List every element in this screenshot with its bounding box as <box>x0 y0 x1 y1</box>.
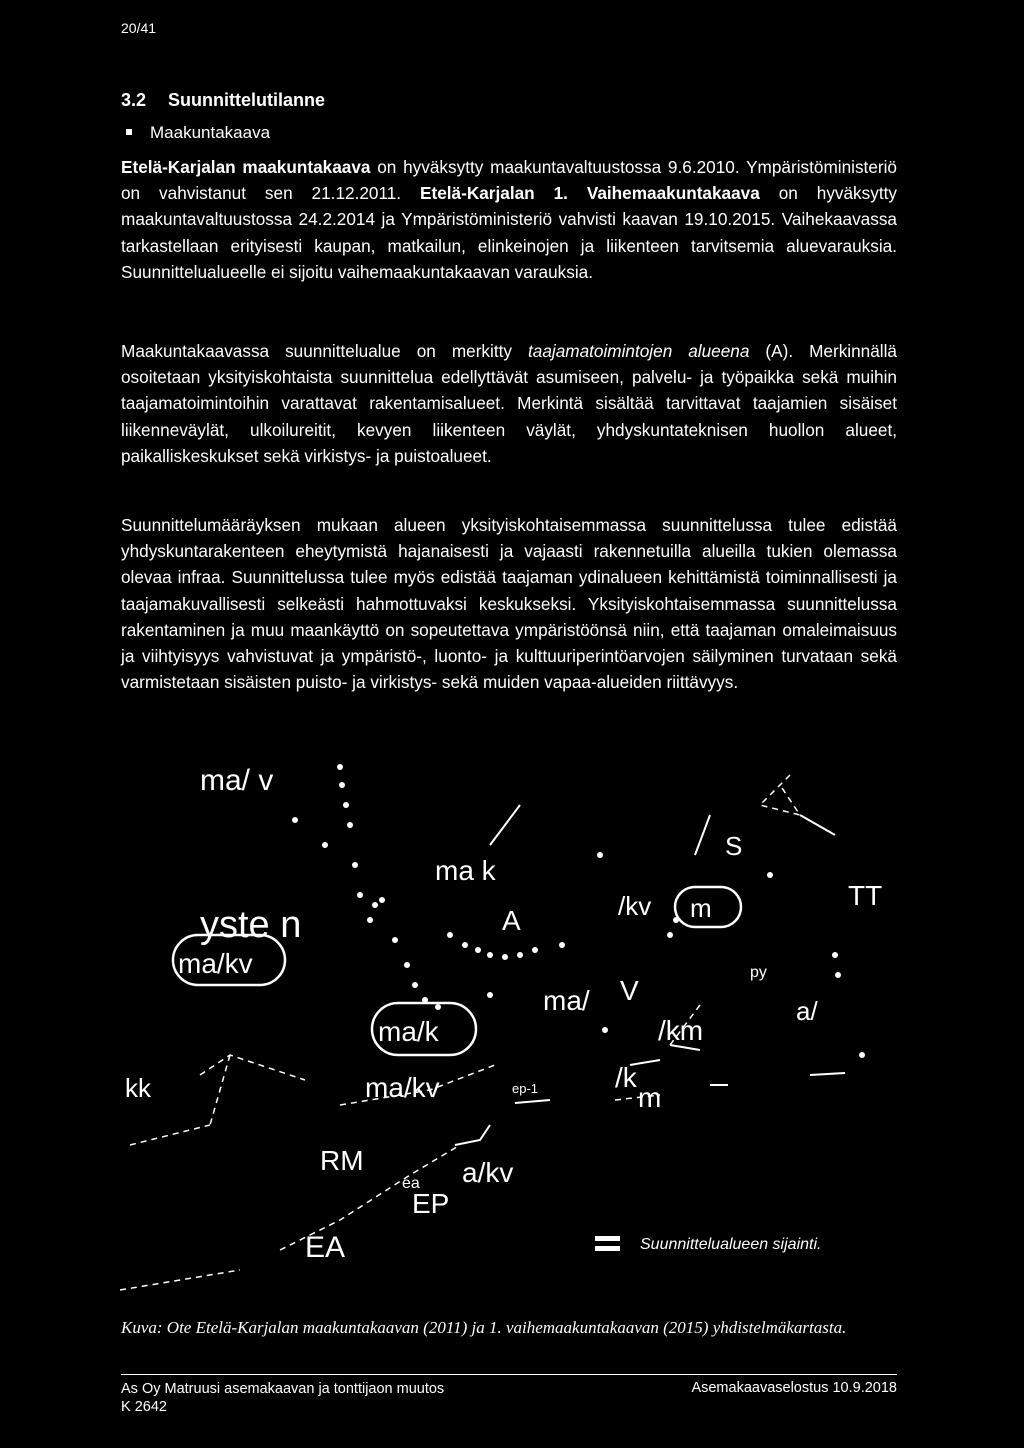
paragraph-regional-plan <box>121 154 897 285</box>
map-label: EA <box>305 1231 346 1264</box>
map-legend-label: Suunnittelualueen sijainti. <box>640 1236 822 1253</box>
map-label: py <box>750 964 767 981</box>
map-excerpt <box>110 745 910 1315</box>
map-label: A <box>502 905 521 936</box>
map-graphic <box>110 745 910 1315</box>
figure-caption: Kuva: Ote Etelä-Karjalan maakuntakaavan (2011) ja 1. vaihemaakuntakaavan (2015) yhdistelmäkartasta. <box>121 1318 847 1337</box>
footer-project-code: K 2642 <box>121 1399 167 1415</box>
section-number: 3.2 <box>121 90 147 110</box>
bullet-icon <box>126 129 132 135</box>
map-label: RM <box>320 1145 364 1176</box>
paragraph-text: on hyväksytty maakuntavaltuustossa 9.6.2010. Ympäristöministeriö on vahvistanut sen 21.12.2011. <box>121 157 897 204</box>
map-label: m <box>690 893 712 923</box>
map-label: S <box>725 831 743 861</box>
section-title: Suunnittelutilanne <box>168 90 326 110</box>
map-label: kk <box>125 1073 151 1103</box>
map-label: ep-1 <box>512 1081 539 1096</box>
bold-plan-name-1: Etelä-Karjalan maakuntakaava <box>121 157 371 177</box>
map-label: TT <box>848 880 883 911</box>
map-label: /k <box>615 1062 637 1093</box>
map-label: a/kv <box>462 1157 514 1188</box>
map-label: V <box>620 975 639 1006</box>
page-number: 20/41 <box>121 20 157 36</box>
footer-project-name: As Oy Matruusi asemakaavan ja tonttijaon muutos <box>121 1381 445 1397</box>
map-label: ma/k <box>378 1016 439 1047</box>
map-label: a/ <box>796 996 818 1026</box>
map-label: /kv <box>618 891 652 921</box>
map-label: ma k <box>435 855 496 886</box>
footer-divider <box>121 1374 897 1375</box>
map-legend-marker <box>595 1236 620 1251</box>
map-label: yste n <box>200 904 302 946</box>
paragraph-regulation: Suunnittelumääräyksen mukaan alueen yksityiskohtaisemmassa suunnittelussa tulee edistää yhdyskuntarakenteen eheytymistä hajanaisesti ja vajaasti rakennetuilla alueilla tukien olemassa olevaa infraa. Suunnittelussa tulee myös edistää taajaman ydinalueen kehittämistä toiminnallisesti ja taajamakuvallisesti selkeästi hahmottuvaksi keskukseksi. Yksityiskohtaisemmassa suunnittelussa rakentaminen ja muu maankäyttö on sopeutettava ympäristöönsä niin, että taajaman omaleimaisuus ja viihtyisyys vahvistuvat ja ympäristö-, luonto- ja kulttuuriperintöarvojen säilyminen turvataan sekä varmistetaan sisäisten puisto- ja virkistys- sekä muiden vapaa-alueiden riittävyys. <box>121 515 897 693</box>
footer-document-date: Asemakaavaselostus 10.9.2018 <box>691 1380 897 1396</box>
map-label: ma/ <box>543 985 590 1016</box>
footer-left <box>121 1380 444 1416</box>
map-label: /km <box>658 1015 704 1046</box>
bold-plan-name-2: Etelä-Karjalan 1. Vaihemaakuntakaava <box>420 183 760 204</box>
bullet-text: Maakuntakaava <box>150 123 271 142</box>
paragraph-text: on hyväksytty maakuntavaltuustossa 24.2.2014 ja Ympäristöministeriö vahvisti kaavan 19.10.2015. Vaihekaavassa tarkastellaan erityisesti kaupan, matkailun, elinkeinojen ja liikenteen tarvitsemia aluevarauksia. Suunnittelualueelle ei sijoitu vaihemaakuntakaavan varauksia. <box>121 183 897 282</box>
italic-designation: taajamatoimintojen alueena <box>527 341 750 361</box>
map-label: ma/ v <box>200 764 274 797</box>
map-labels <box>125 764 882 1264</box>
map-label: ma/kv <box>365 1072 440 1103</box>
map-label: EP <box>412 1188 450 1219</box>
paragraph-text: (A). Merkinnällä osoitetaan yksityiskohtaista suunnittelua edellyttävät asumiseen, palvelu- ja työpaikka sekä muihin taajamatoimintoihin varattavat rakentamisalueet. Merkintä sisältää tarvittavat taajamien sisäiset liikenneväylät, ulkoilureitit, kevyen liikenteen väylät, yhdyskuntateknisen huollon alueet, paikalliskeskukset sekä virkistys- ja puistoalueet. <box>121 341 897 466</box>
map-label: ea <box>402 1175 420 1192</box>
section-heading <box>121 90 325 111</box>
map-label: m <box>638 1082 662 1113</box>
map-label: ma/kv <box>178 948 253 979</box>
bullet-item <box>121 123 270 143</box>
paragraph-designation <box>121 338 897 469</box>
paragraph-text: Maakuntakaavassa suunnittelualue on merkitty <box>121 341 528 361</box>
